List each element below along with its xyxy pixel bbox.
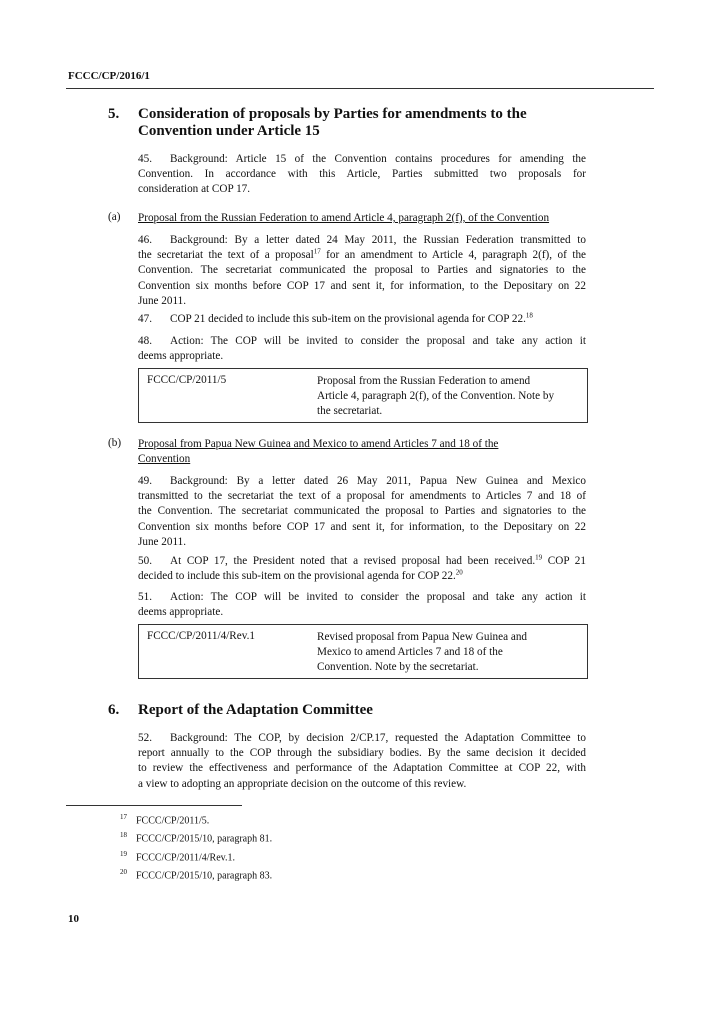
subsection-a-letter: (a) <box>108 211 121 223</box>
paragraph-line: Convention. The secretariat communicated the proposal to Parties and signatories to the <box>138 264 586 277</box>
paragraph-line: the secretariat the text of a proposal <box>138 249 314 262</box>
paragraph-line: a view to adopting an appropriate decision on the outcome of this review. <box>138 777 467 790</box>
paragraph-line: consideration at COP 17. <box>138 183 251 196</box>
document-reference-box-a <box>138 368 588 423</box>
footnote-ref[interactable]: 17 <box>313 247 321 256</box>
footnote-separator <box>66 805 242 806</box>
running-header: FCCC/CP/2016/1 <box>68 70 150 82</box>
footnote-number: 20 <box>120 867 127 876</box>
paragraph-line: deems appropriate. <box>138 350 224 363</box>
paragraph-line: Action: The COP will be invited to consider the proposal and take any action it <box>170 591 586 603</box>
subsection-title-line: Proposal from Papua New Guinea and Mexico to amend Articles 7 and 18 of the <box>138 438 499 450</box>
header-rule <box>66 88 654 89</box>
footnote-text: FCCC/CP/2011/4/Rev.1. <box>136 851 236 863</box>
paragraph-line: for an amendment to Article 4, paragraph 2(f), of the <box>320 249 586 262</box>
paragraph-line: Background: The COP, by decision 2/CP.17, requested the Adaptation Committee to <box>170 732 586 744</box>
subsection-b-title <box>138 437 498 467</box>
section-5-number: 5. <box>108 106 120 122</box>
document-description <box>317 374 583 419</box>
footnote-item <box>120 828 272 846</box>
footnote-text: FCCC/CP/2015/10, paragraph 81. <box>136 833 273 845</box>
document-description <box>317 630 583 675</box>
paragraph-49 <box>138 474 586 550</box>
footnote-ref[interactable]: 18 <box>525 311 533 320</box>
paragraph-number: 49. <box>138 475 152 487</box>
paragraph-line: Convention six months before COP 17 and sent it, for information, to the Depositary on 22 <box>138 520 586 533</box>
section-6-number: 6. <box>108 702 120 718</box>
page-number: 10 <box>68 913 79 925</box>
paragraph-line: June 2011. <box>138 294 187 307</box>
paragraph-47 <box>138 312 586 327</box>
paragraph-line: Background: Article 15 of the Convention contains procedures for amending the <box>170 153 586 165</box>
paragraph-number: 45. <box>138 153 152 165</box>
footnote-text: FCCC/CP/2015/10, paragraph 83. <box>136 870 273 882</box>
footnotes <box>120 810 272 883</box>
description-line: Proposal from the Russian Federation to amend <box>317 375 531 387</box>
paragraph-line: Background: By a letter dated 24 May 2011, the Russian Federation transmitted to <box>170 234 586 246</box>
subsection-a-title: Proposal from the Russian Federation to amend Article 4, paragraph 2(f), of the Convention <box>138 212 550 224</box>
paragraph-50 <box>138 554 586 584</box>
paragraph-line: Convention. In accordance with this Article, Parties submitted two proposals for <box>138 168 586 181</box>
paragraph-51 <box>138 590 586 620</box>
paragraph-line: decided to include this sub-item on the provisional agenda for COP 22. <box>138 570 456 583</box>
paragraph-number: 48. <box>138 335 152 347</box>
footnote-item <box>120 847 272 865</box>
paragraph-46 <box>138 233 586 309</box>
paragraph-line: Background: By a letter dated 26 May 2011, Papua New Guinea and Mexico <box>170 475 586 487</box>
description-line: Mexico to amend Articles 7 and 18 of the <box>317 646 503 658</box>
section-5-title-line1: Consideration of proposals by Parties for amendments to the <box>138 106 527 122</box>
section-5-title <box>138 106 527 140</box>
paragraph-line: COP 21 <box>542 555 586 567</box>
paragraph-line: report annually to the COP through the subsidiary bodies. By the same decision it decided <box>138 747 586 760</box>
description-line: Revised proposal from Papua New Guinea and <box>317 631 528 643</box>
footnote-number: 19 <box>120 849 127 858</box>
description-line: Article 4, paragraph 2(f), of the Convention. Note by <box>317 390 555 402</box>
paragraph-line: Action: The COP will be invited to consider the proposal and take any action it <box>170 335 586 347</box>
paragraph-number: 51. <box>138 591 152 603</box>
document-symbol: FCCC/CP/2011/5 <box>147 374 227 386</box>
paragraph-line: transmitted to the secretariat the text of a proposal for amendments to Articles 7 and 18 of <box>138 490 586 503</box>
document-symbol: FCCC/CP/2011/4/Rev.1 <box>147 630 255 642</box>
section-6-title: Report of the Adaptation Committee <box>138 702 373 718</box>
paragraph-line: the Convention. The secretariat communicated the proposal to Parties and signatories to the <box>138 505 586 518</box>
paragraph-line: COP 21 decided to include this sub-item on the provisional agenda for COP 22. <box>170 313 526 325</box>
description-line: Convention. Note by the secretariat. <box>317 661 479 673</box>
document-reference-box-b <box>138 624 588 679</box>
footnote-item <box>120 810 272 828</box>
paragraph-number: 47. <box>138 313 152 325</box>
paragraph-line: to review the effectiveness and performance of the Adaptation Committee at COP 22, with <box>138 762 586 775</box>
paragraph-48 <box>138 334 586 364</box>
paragraph-line: Convention six months before COP 17 and sent it, for information, to the Depositary on 22 <box>138 279 586 292</box>
footnote-text: FCCC/CP/2011/5. <box>136 815 210 827</box>
subsection-title-line: Convention <box>138 453 191 465</box>
paragraph-number: 52. <box>138 732 152 744</box>
section-5-title-line2: Convention under Article 15 <box>138 123 320 139</box>
footnote-ref[interactable]: 20 <box>455 568 463 577</box>
footnote-ref[interactable]: 19 <box>535 553 543 562</box>
paragraph-line: At COP 17, the President noted that a revised proposal had been received. <box>170 555 536 567</box>
paragraph-52 <box>138 731 586 792</box>
description-line: the secretariat. <box>317 405 383 417</box>
paragraph-line: June 2011. <box>138 535 187 548</box>
paragraph-45 <box>138 152 586 198</box>
subsection-b-letter: (b) <box>108 437 122 449</box>
footnote-number: 17 <box>120 813 127 821</box>
paragraph-number: 50. <box>138 555 152 567</box>
footnote-item <box>120 865 272 883</box>
paragraph-number: 46. <box>138 234 152 246</box>
paragraph-line: deems appropriate. <box>138 606 224 619</box>
footnote-number: 18 <box>120 831 127 840</box>
